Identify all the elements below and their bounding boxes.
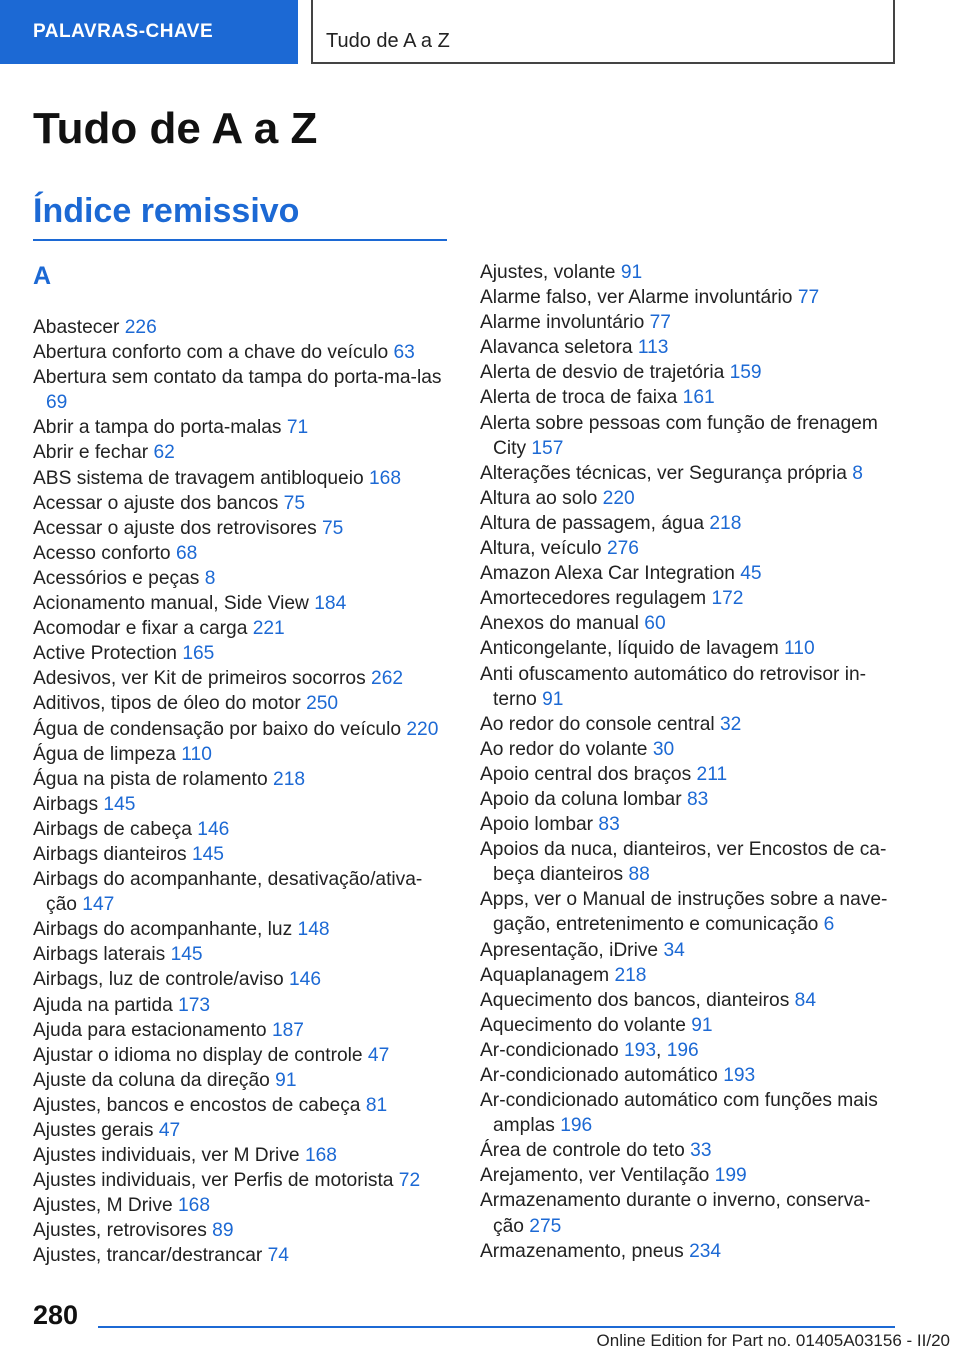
index-entry-text: Aquecimento do volante <box>480 1014 686 1036</box>
index-entry <box>33 1068 453 1093</box>
index-entry <box>33 466 453 491</box>
index-entry-text: Alavanca seletora <box>480 337 633 359</box>
footer-divider <box>98 1326 895 1328</box>
index-entry <box>480 636 900 661</box>
index-entry-text: Airbags dianteiros <box>33 843 187 865</box>
index-entry-text: Acessar o ajuste dos bancos <box>33 492 279 514</box>
index-entry-text: Acessórios e peças <box>33 567 200 589</box>
page-link[interactable]: 168 <box>304 1145 337 1167</box>
index-entry <box>480 1163 900 1188</box>
page-link[interactable]: 220 <box>602 487 635 509</box>
page-link[interactable]: 172 <box>711 588 744 610</box>
page-link[interactable]: 74 <box>267 1245 289 1267</box>
page-link[interactable]: 63 <box>393 342 415 364</box>
index-entry <box>33 1118 453 1143</box>
page-link[interactable]: 110 <box>181 743 212 765</box>
index-entry <box>33 591 453 616</box>
page-link[interactable]: 168 <box>368 467 401 489</box>
index-entry-text: Ajustes, trancar/destrancar <box>33 1245 263 1267</box>
index-entry-text: Alarme involuntário <box>480 312 645 334</box>
index-entry-text: Área de controle do teto <box>480 1140 685 1162</box>
section-title: Índice remissivo <box>33 192 300 230</box>
page-link[interactable]: 88 <box>628 864 650 886</box>
page-link[interactable]: 187 <box>271 1019 304 1041</box>
index-entry <box>33 616 453 641</box>
index-entry <box>480 762 900 787</box>
keywords-tab[interactable] <box>0 0 298 64</box>
index-entry <box>480 662 900 712</box>
section-divider <box>33 239 447 241</box>
page-link[interactable]: 165 <box>182 643 215 665</box>
page-link[interactable]: 173 <box>178 994 211 1016</box>
index-entry-text: Aquecimento dos bancos, dianteiros <box>480 989 790 1011</box>
index-entry-text: Apoio da coluna lombar <box>480 788 682 810</box>
index-entry <box>33 817 453 842</box>
index-entry <box>33 566 453 591</box>
page-link[interactable]: 34 <box>663 939 685 961</box>
index-entry-text: Amortecedores regulagem <box>480 588 707 610</box>
page-link[interactable]: 199 <box>714 1165 747 1187</box>
index-entry-text: Active Protection <box>33 643 177 665</box>
index-entry-text: Armazenamento, pneus <box>480 1240 684 1262</box>
page-link[interactable]: 75 <box>283 492 306 514</box>
index-entry <box>33 1043 453 1068</box>
index-entry-text: Apoios da nuca, dianteiros, ver Encostos de ca-beça dianteiros <box>480 839 887 886</box>
index-entry-text: Apoio lombar <box>480 814 594 836</box>
index-entry <box>480 586 900 611</box>
index-entry <box>33 666 453 691</box>
page-link[interactable]: 146 <box>197 818 230 840</box>
page-link[interactable]: 32 <box>720 713 742 735</box>
index-entry <box>480 1063 900 1088</box>
index-entry-text: Acionamento manual, Side View <box>33 593 309 615</box>
index-entry-text: Abrir e fechar <box>33 442 149 464</box>
index-entry <box>33 1193 453 1218</box>
page-title: Tudo de A a Z <box>33 104 318 153</box>
index-entry-text: Ar-condicionado <box>480 1039 619 1061</box>
index-entry <box>480 887 900 937</box>
index-entry-text: Abrir a tampa do porta-malas <box>33 417 282 439</box>
index-entry <box>33 742 453 767</box>
index-entry-text: Acomodar e fixar a carga <box>33 618 248 640</box>
index-entry <box>33 842 453 867</box>
index-entry <box>33 717 453 742</box>
index-entry <box>480 837 900 887</box>
index-entry-text: Alterações técnicas, ver Segurança própria <box>480 462 847 484</box>
page-link[interactable]: 47 <box>367 1044 390 1066</box>
index-column-right <box>480 260 900 1264</box>
page-link[interactable]: 211 <box>696 763 728 785</box>
index-entry <box>480 360 900 385</box>
index-entry <box>33 516 453 541</box>
index-entry-text: Ajustes gerais <box>33 1120 154 1141</box>
page-link[interactable]: 147 <box>82 894 115 916</box>
index-entry <box>480 561 900 586</box>
index-entry-text: Adesivos, ver Kit de primeiros socorros <box>33 668 366 690</box>
page-link[interactable]: 196 <box>666 1039 699 1061</box>
index-entry <box>33 541 453 566</box>
page-link[interactable]: 145 <box>103 793 136 815</box>
page-link[interactable]: 91 <box>542 688 564 710</box>
index-entry-text: Alarme falso, ver Alarme involuntário <box>480 287 793 309</box>
page-link[interactable]: 8 <box>852 462 863 484</box>
index-entry <box>480 335 900 360</box>
index-entry-text: Ajustes individuais, ver Perfis de motorista <box>33 1170 394 1192</box>
page-link[interactable]: 77 <box>649 312 671 334</box>
index-entry <box>480 461 900 486</box>
index-entry <box>480 260 900 285</box>
page-link[interactable]: 68 <box>175 542 198 564</box>
page-link[interactable]: 193 <box>723 1065 756 1086</box>
page-link[interactable]: 157 <box>531 437 564 459</box>
page-link[interactable]: 145 <box>170 944 203 966</box>
index-entry-text: Apoio central dos braços <box>480 763 692 785</box>
index-entry <box>480 511 900 536</box>
footer-edition-text: Online Edition for Part no. 01405A03156 - II/20 <box>596 1331 950 1350</box>
index-entry-text: Airbags <box>33 793 99 815</box>
index-column-left <box>33 315 453 1269</box>
page-link[interactable]: 218 <box>614 964 647 986</box>
page-link[interactable]: 84 <box>794 989 817 1011</box>
index-entry <box>480 938 900 963</box>
index-entry <box>33 691 453 716</box>
page-link[interactable]: 275 <box>529 1215 562 1237</box>
index-entry-text: Acessar o ajuste dos retrovisores <box>33 517 317 539</box>
page-link[interactable]: 110 <box>784 638 815 660</box>
index-entry <box>480 611 900 636</box>
index-entry-text: Ajustes, volante <box>480 262 616 283</box>
page-link[interactable]: 226 <box>124 317 157 338</box>
index-entry <box>33 440 453 465</box>
page-link[interactable]: 193 <box>624 1039 657 1061</box>
page-link[interactable]: 159 <box>729 362 762 384</box>
index-entry <box>33 867 453 917</box>
index-entry-text: Água na pista de rolamento <box>33 768 268 790</box>
index-entry <box>480 812 900 837</box>
page-link[interactable]: 69 <box>46 392 68 414</box>
index-entry-text: Altura ao solo <box>480 487 598 509</box>
index-entry <box>33 1093 453 1118</box>
page-link[interactable]: 91 <box>620 262 643 283</box>
page-link[interactable]: 47 <box>158 1120 181 1141</box>
index-entry <box>33 1018 453 1043</box>
page-link[interactable]: 45 <box>740 563 762 585</box>
index-entry-text: Acesso conforto <box>33 542 171 564</box>
page-link[interactable]: 91 <box>691 1014 713 1036</box>
page-link[interactable]: 83 <box>598 814 620 836</box>
page-link[interactable]: 234 <box>689 1240 722 1262</box>
index-entry-text: Anexos do manual <box>480 613 639 635</box>
index-entry-text: Ao redor do volante <box>480 738 648 760</box>
index-entry-text: Ar-condicionado automático com funções mais amplas <box>480 1090 878 1137</box>
page-link[interactable]: 146 <box>288 969 321 991</box>
index-entry-text: Ajuda para estacionamento <box>33 1019 267 1041</box>
keywords-tab-label: PALAVRAS-CHAVE <box>33 21 214 42</box>
index-entry-text: Alerta sobre pessoas com função de frenagem City <box>480 412 878 459</box>
footer-edition <box>597 1331 950 1351</box>
page-link[interactable]: 77 <box>797 287 820 309</box>
index-entry <box>480 1188 900 1238</box>
index-entry <box>33 641 453 666</box>
page-link[interactable]: 81 <box>365 1094 388 1116</box>
index-entry-text: Altura, veículo <box>480 538 602 560</box>
index-entry-text: Armazenamento durante o inverno, conserva-ção <box>480 1190 871 1237</box>
index-entry <box>33 415 453 440</box>
page-link[interactable]: 62 <box>153 442 175 464</box>
index-entry-text: Ao redor do console central <box>480 713 715 735</box>
index-entry <box>480 285 900 310</box>
index-entry <box>480 963 900 988</box>
index-entry <box>33 767 453 792</box>
page-link[interactable]: 113 <box>637 337 669 359</box>
index-entry <box>33 792 453 817</box>
page-link[interactable]: 196 <box>560 1115 593 1137</box>
index-entry-text: Apresentação, iDrive <box>480 939 659 961</box>
page-link[interactable]: 72 <box>398 1170 421 1192</box>
index-entry-text: Anti ofuscamento automático do retrovisor in-terno <box>480 663 867 710</box>
index-entry <box>33 967 453 992</box>
index-entry <box>480 1013 900 1038</box>
page-link[interactable]: 30 <box>652 738 675 760</box>
page-link[interactable]: 221 <box>252 618 285 640</box>
index-entry <box>33 491 453 516</box>
index-entry <box>480 988 900 1013</box>
index-entry <box>33 942 453 967</box>
index-entry <box>480 1239 900 1264</box>
index-entry-text: Aditivos, tipos de óleo do motor <box>33 693 301 715</box>
index-entry-text: Alerta de troca de faixa <box>480 387 678 409</box>
index-entry-text: Ajustes, retrovisores <box>33 1220 207 1242</box>
page-link[interactable]: 89 <box>212 1220 234 1242</box>
header-title: Tudo de A a Z <box>326 30 450 52</box>
page-link[interactable]: 60 <box>644 613 666 635</box>
index-entry: Ar-condicionado 193, 196 <box>480 1039 699 1061</box>
index-entry-text: Altura de passagem, água <box>480 512 705 534</box>
page-link[interactable]: 250 <box>306 693 339 715</box>
index-entry-text: Ajuste da coluna da direção <box>33 1069 270 1091</box>
index-entry <box>33 993 453 1018</box>
page-link[interactable]: 71 <box>286 417 309 439</box>
page-link[interactable]: 161 <box>682 387 715 409</box>
index-entry-text: Airbags do acompanhante, luz <box>33 919 293 941</box>
index-entry <box>480 385 900 410</box>
index-entry-text: Ajustes, M Drive <box>33 1195 173 1217</box>
index-entry-text: Ar-condicionado automático <box>480 1065 718 1086</box>
page-link[interactable]: 218 <box>273 768 306 790</box>
page-link[interactable]: 276 <box>606 538 639 560</box>
index-entry <box>33 1243 453 1268</box>
index-entry-text: Anticongelante, líquido de lavagem <box>480 638 779 660</box>
index-entry <box>33 315 453 340</box>
index-entry-text: Alerta de desvio de trajetória <box>480 362 725 384</box>
index-entry <box>480 712 900 737</box>
index-entry <box>480 486 900 511</box>
page-link[interactable]: 6 <box>823 914 835 936</box>
index-entry-text: Abastecer <box>33 317 120 338</box>
index-entry <box>480 737 900 762</box>
page-link[interactable]: 262 <box>371 668 404 690</box>
index-entry-text: Apps, ver o Manual de instruções sobre a nave-gação, entretenimento e comunicação <box>480 889 888 936</box>
page-link[interactable]: 218 <box>709 512 742 534</box>
index-entry-text: Abertura conforto com a chave do veículo <box>33 342 389 364</box>
index-entry-text: Airbags laterais <box>33 944 166 966</box>
index-entry <box>33 1218 453 1243</box>
index-entry-text: Arejamento, ver Ventilação <box>480 1165 710 1187</box>
index-entry-text: Airbags, luz de controle/aviso <box>33 969 284 991</box>
index-entry-text: Aquaplanagem <box>480 964 610 986</box>
index-entry <box>480 1088 900 1138</box>
index-entry <box>33 1168 453 1193</box>
page-link[interactable]: 83 <box>686 788 709 810</box>
index-entry-text: Abertura sem contato da tampa do porta-ma-las <box>33 367 442 389</box>
index-entry <box>33 340 453 365</box>
index-entry-text: Ajuda na partida <box>33 994 173 1016</box>
index-entry <box>480 536 900 561</box>
page-link[interactable]: 184 <box>314 593 347 615</box>
index-entry-text: Água de condensação por baixo do veículo <box>33 718 402 740</box>
index-entry <box>480 787 900 812</box>
page-link[interactable]: 220 <box>406 718 439 740</box>
index-entry <box>33 1143 453 1168</box>
index-entry <box>33 917 453 942</box>
index-entry-text: Airbags de cabeça <box>33 818 192 840</box>
page-link[interactable]: 75 <box>322 517 344 539</box>
index-entry-text: Ajustes, bancos e encostos de cabeça <box>33 1094 361 1116</box>
page-link[interactable]: 148 <box>297 919 330 941</box>
index-entry <box>33 365 453 415</box>
page-number: 280 <box>33 1300 79 1330</box>
page-link[interactable]: 8 <box>204 567 216 589</box>
index-letter: A <box>33 262 52 290</box>
index-entry-text: Ajustar o idioma no display de controle <box>33 1044 363 1066</box>
index-entry-text: ABS sistema de travagem antibloqueio <box>33 467 364 489</box>
index-entry-text: Airbags do acompanhante, desativação/ativa-ção <box>33 869 423 916</box>
index-entry-text: Ajustes individuais, ver M Drive <box>33 1145 300 1167</box>
index-entry-text: Água de limpeza <box>33 743 176 765</box>
page-link[interactable]: 168 <box>178 1195 211 1217</box>
index-entry-text: Amazon Alexa Car Integration <box>480 563 735 585</box>
index-entry <box>480 411 900 461</box>
index-entry <box>480 310 900 335</box>
index-entry <box>480 1138 900 1163</box>
page-link[interactable]: 145 <box>191 843 224 865</box>
page-link[interactable]: 91 <box>275 1069 297 1091</box>
page-link[interactable]: 33 <box>690 1140 712 1162</box>
